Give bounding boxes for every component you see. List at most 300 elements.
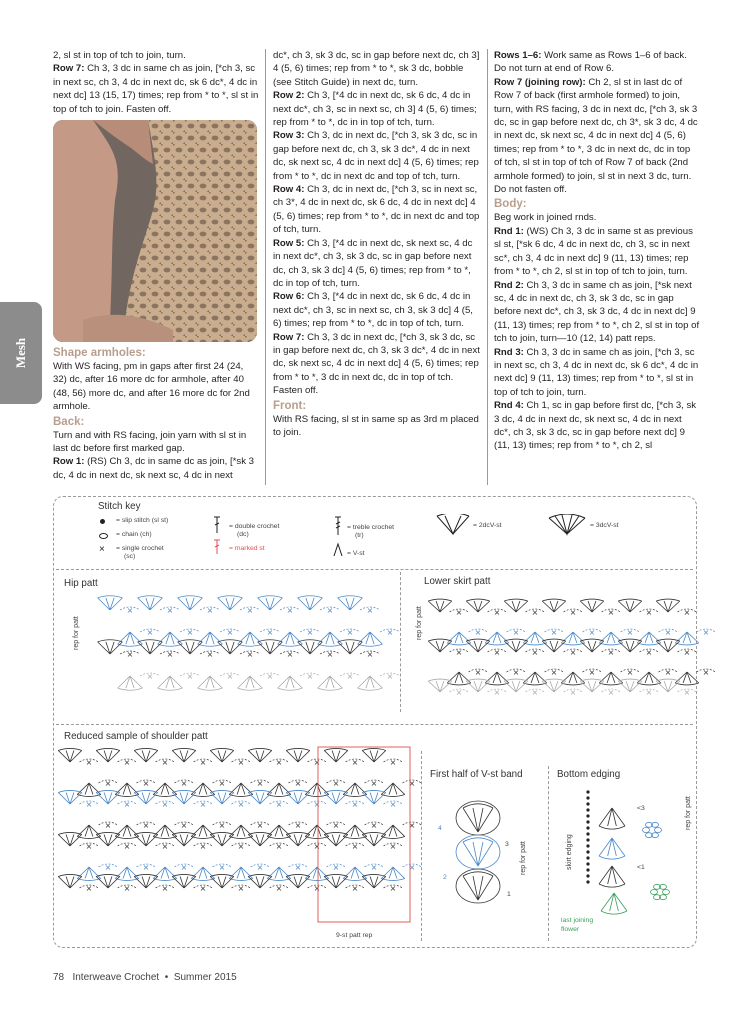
section-heading: Front: [273, 399, 307, 412]
single-crochet-mark: × [218, 863, 226, 872]
slip-stitch-dot [586, 880, 589, 883]
row-label: Rnd 1: [494, 225, 524, 237]
fan-stitch [580, 639, 604, 652]
edging-label: skirt edging [566, 834, 573, 870]
fan-stitch [463, 804, 493, 832]
fan-stitch [248, 748, 272, 762]
single-crochet-mark: × [142, 779, 150, 788]
fan-stitch [178, 596, 203, 610]
single-crochet-mark: × [199, 758, 207, 767]
row-label: Rnd 2: [494, 279, 524, 291]
single-crochet-mark: × [166, 606, 174, 615]
fan-stitch [542, 639, 566, 652]
fan-stitch [362, 790, 386, 804]
row-text: Ch 3, [*4 dc in next dc, sk 6 dc, 4 dc in next dc*, ch 3, sc in next sc, ch 3, sk 3 dc] 4 (5, 6) times; rep from * to *, dc in top of tch, turn. [273, 291, 473, 330]
single-crochet-mark: × [85, 758, 93, 767]
single-crochet-mark: × [645, 688, 653, 697]
single-crochet-mark: × [256, 863, 264, 872]
single-crochet-mark: × [408, 821, 416, 830]
single-crochet-mark: × [408, 779, 416, 788]
row-label: Row 5: [273, 237, 305, 249]
fan-stitch [153, 825, 177, 839]
fan-stitch [447, 632, 471, 645]
fan-stitch [286, 748, 310, 762]
fan-stitch [77, 825, 101, 839]
single-crochet-mark: × [474, 668, 482, 677]
fan-stitch [599, 808, 625, 829]
fan-stitch [580, 599, 604, 612]
fan-stitch [523, 632, 547, 645]
fan-stitch [191, 825, 215, 839]
single-crochet-mark: × [351, 800, 359, 809]
row-text: (WS) Ch 3, 3 dc in same st as previous sl st, [*sk 6 dc, 4 dc in next dc, ch 3, sc in next sc*, ch 3, 4 dc in next dc] 9 (11, 13) times; rep from * to *, ch 2, sl st in top of tch to join, turn. [494, 225, 693, 278]
publication: Interweave Crochet [72, 972, 160, 983]
fan-stitch [98, 640, 123, 654]
slip-stitch-dot [586, 826, 589, 829]
fan-stitch [381, 783, 405, 797]
single-crochet-symbol: × [99, 544, 105, 555]
fan-stitch [504, 599, 528, 612]
fan-stitch [278, 676, 303, 690]
single-crochet-mark: × [166, 650, 174, 659]
fan-stitch [637, 672, 661, 685]
fan-stitch [362, 832, 386, 846]
single-crochet-mark: × [493, 648, 501, 657]
row-number: 2 [443, 874, 447, 881]
fan-stitch [318, 632, 343, 646]
key-label: = 2dcV-st [473, 522, 502, 529]
fan-stitch [210, 790, 234, 804]
fan-stitch [172, 748, 196, 762]
single-crochet-mark: × [326, 606, 334, 615]
single-crochet-mark: × [104, 821, 112, 830]
fan-stitch [428, 639, 452, 652]
fan-stitch [447, 672, 471, 685]
single-crochet-mark: × [161, 842, 169, 851]
fan-stitch [466, 599, 490, 612]
joining-label: flower [561, 926, 580, 933]
flower-petal [651, 890, 658, 895]
fan-stitch [191, 867, 215, 881]
row-number: 4 [438, 825, 442, 832]
fan-stitch [248, 832, 272, 846]
fan-stitch [258, 596, 283, 610]
flower-petal [655, 828, 662, 833]
fan-stitch [267, 783, 291, 797]
key-label: = single crochet [116, 545, 164, 552]
fan-stitch [134, 874, 158, 888]
slip-stitch-dot [586, 862, 589, 865]
row-label: Row 7: [273, 331, 305, 343]
fan-stitch [58, 790, 82, 804]
fan-stitch [118, 676, 143, 690]
single-crochet-mark: × [607, 608, 615, 617]
fan-stitch [428, 599, 452, 612]
single-crochet-mark: × [351, 884, 359, 893]
fan-stitch [172, 790, 196, 804]
row-text: Ch 3, 3 dc in same ch as join, [*ch 3, sc in next sc, ch 3, 4 dc in next dc, sk 6 dc*, 4 dc in next dc] 13 (15, 17) times; rep from * to *, sl st in top of tch to join. Fasten off. [53, 63, 259, 115]
fan-stitch [98, 596, 123, 610]
fan-stitch [115, 783, 139, 797]
fan-stitch [158, 676, 183, 690]
single-crochet-mark: × [332, 863, 340, 872]
single-crochet-mark: × [275, 842, 283, 851]
row-label: Rnd 4: [494, 400, 524, 412]
single-crochet-mark: × [161, 884, 169, 893]
fan-stitch [580, 679, 604, 692]
single-crochet-mark: × [313, 758, 321, 767]
single-crochet-mark: × [313, 842, 321, 851]
single-crochet-mark: × [332, 779, 340, 788]
single-crochet-mark: × [218, 779, 226, 788]
slip-stitch-dot [586, 802, 589, 805]
vst-band-loop [456, 835, 500, 869]
row-label: Rnd 3: [494, 346, 524, 358]
fan-stitch [338, 596, 363, 610]
section-heading: Body: [494, 198, 527, 211]
fan-stitch [286, 790, 310, 804]
fan-stitch [523, 672, 547, 685]
row-number: <3 [637, 805, 645, 812]
row-label: Row 2: [273, 90, 305, 102]
row-text: Ch 3, dc in next dc, [*ch 3, sc in next sc, ch 3*, 4 dc in next dc, sk 6 dc, 4 dc in next dc] 4 (5, 6) times; rep from * to *, dc in next dc and top of tch, turn. [273, 184, 480, 236]
fan-stitch [134, 790, 158, 804]
issue: Summer 2015 [173, 972, 237, 983]
single-crochet-mark: × [683, 608, 691, 617]
fan-stitch [561, 632, 585, 645]
joining-label: last joining [561, 917, 594, 924]
single-crochet-mark: × [366, 650, 374, 659]
fan-stitch [198, 676, 223, 690]
rep-label: rep for patt [685, 796, 692, 830]
fan-stitch [115, 867, 139, 881]
single-crochet-mark: × [104, 779, 112, 788]
fan-stitch [618, 679, 642, 692]
row-label: Rows 1–6: [494, 50, 542, 61]
single-crochet-mark: × [266, 672, 274, 681]
single-crochet-mark: × [569, 608, 577, 617]
single-crochet-mark: × [389, 800, 397, 809]
fan-stitch [637, 632, 661, 645]
paragraph: dc*, ch 3, sk 3 dc, sc in gap before next dc, ch 3] 4 (5, 6) times; rep from * to *, sk 3 dc, bobble (see Stitch Guide) in next dc, turn. [273, 50, 480, 88]
single-crochet-mark: × [326, 650, 334, 659]
single-crochet-mark: × [199, 884, 207, 893]
footer-bullet: • [164, 972, 169, 983]
fan-stitch [96, 790, 120, 804]
single-crochet-mark: × [386, 628, 394, 637]
single-crochet-mark: × [85, 800, 93, 809]
fan-stitch [58, 874, 82, 888]
single-crochet-mark: × [455, 648, 463, 657]
row-number: <1 [637, 864, 645, 871]
vst-band-loop [456, 869, 500, 903]
single-crochet-mark: × [550, 628, 558, 637]
fan-stitch [210, 748, 234, 762]
single-crochet-mark: × [683, 648, 691, 657]
flower-petal [663, 890, 670, 895]
fan-stitch [542, 599, 566, 612]
fan-stitch [58, 748, 82, 762]
single-crochet-mark: × [199, 842, 207, 851]
fan-stitch [229, 867, 253, 881]
single-crochet-mark: × [512, 628, 520, 637]
single-crochet-mark: × [142, 821, 150, 830]
single-crochet-mark: × [366, 606, 374, 615]
section-heading: Shape armholes: [53, 347, 146, 360]
fan-stitch [324, 832, 348, 846]
row-label: Row 7: [53, 63, 85, 75]
fan-stitch [599, 672, 623, 685]
single-crochet-mark: × [85, 842, 93, 851]
slip-stitch-dot [586, 820, 589, 823]
rep-label: rep for patt [73, 616, 80, 650]
row-label: Row 6: [273, 291, 305, 303]
row-text: Ch 3, [*4 dc in next dc, sk 6 dc, 4 dc in next dc*, ch 3, sc in next sc, ch 3] 4 (5, 6) times; rep from * to *, dc in in top of tch, turn. [273, 90, 477, 129]
single-crochet-mark: × [237, 800, 245, 809]
single-crochet-mark: × [199, 800, 207, 809]
fan-stitch [96, 748, 120, 762]
row-text: Ch 1, sc in gap before first dc, [*ch 3, sk 3 dc, 4 dc in next dc, sk next sc, 4 dc in next dc*, ch 3, sk 3 dc, sc in gap before next dc] 9 (11, 13) times; rep from * to *, ch 2, sl [494, 400, 697, 452]
single-crochet-mark: × [266, 628, 274, 637]
single-crochet-mark: × [146, 672, 154, 681]
single-crochet-mark: × [246, 606, 254, 615]
single-crochet-mark: × [294, 779, 302, 788]
slip-stitch-dot [586, 850, 589, 853]
single-crochet-mark: × [645, 648, 653, 657]
row-text: Ch 2, sl st in last dc of Row 7 of back (first armhole formed) to join, turn, with RS facing, 3 dc in next dc, [*ch 3, sk 3 dc, sc in gap before next dc, ch 3*, sk 3 dc, 4 dc in next dc, sk next sc, 4 dc in next dc] 4 (5, 6) times; rep from * to *, 3 dc in next dc, dc in top of tch, sl st in top of tch of Row 7 of back (2nd armhole formed) to join, sl st in next 3 dc, turn. Do not fasten off. [494, 76, 698, 196]
page-footer [53, 972, 237, 983]
fan-stitch [153, 867, 177, 881]
diagram-title-bottom-edging: Bottom edging [557, 769, 621, 780]
fan-stitch [58, 832, 82, 846]
single-crochet-mark: × [294, 863, 302, 872]
fan-stitch [675, 672, 699, 685]
single-crochet-mark: × [237, 758, 245, 767]
fan-stitch [218, 596, 243, 610]
single-crochet-mark: × [550, 668, 558, 677]
slip-stitch-dot [586, 838, 589, 841]
single-crochet-mark: × [493, 608, 501, 617]
fan-stitch [305, 825, 329, 839]
single-crochet-mark: × [275, 758, 283, 767]
single-crochet-mark: × [626, 668, 634, 677]
single-crochet-mark: × [607, 648, 615, 657]
fan-stitch [96, 832, 120, 846]
key-label: = slip stitch (sl st) [116, 517, 169, 524]
diagram-title-lower-skirt: Lower skirt patt [424, 576, 491, 587]
row-text: Work same as Rows 1–6 of back. Do not turn at end of Row 6. [494, 50, 687, 75]
single-crochet-mark: × [104, 863, 112, 872]
fan-stitch [599, 866, 625, 887]
row-text: (RS) Ch 3, dc in same dc as join, [*sk 3 dc, 4 dc in next dc, sk next sc, 4 dc in next [53, 456, 255, 481]
fan-stitch [96, 874, 120, 888]
single-crochet-mark: × [142, 863, 150, 872]
single-crochet-mark: × [702, 668, 710, 677]
fan-stitch [138, 596, 163, 610]
diagram-title-hip: Hip patt [64, 578, 98, 589]
vst-band-loop [456, 801, 500, 835]
fan-stitch [599, 632, 623, 645]
diagram-title-shoulder: Reduced sample of shoulder patt [64, 731, 208, 742]
single-crochet-mark: × [512, 668, 520, 677]
single-crochet-mark: × [180, 821, 188, 830]
fan-stitch [286, 874, 310, 888]
page-number: 78 [53, 972, 65, 983]
slip-stitch-dot [586, 790, 589, 793]
single-crochet-mark: × [237, 884, 245, 893]
fan-stitch [381, 867, 405, 881]
fan-stitch [118, 632, 143, 646]
single-crochet-mark: × [370, 821, 378, 830]
single-crochet-mark: × [246, 650, 254, 659]
row-label: Row 1: [53, 456, 85, 468]
fan-stitch [278, 632, 303, 646]
single-crochet-mark: × [226, 628, 234, 637]
row-label: Row 3: [273, 130, 305, 142]
fan-stitch [172, 874, 196, 888]
slip-stitch-dot [586, 856, 589, 859]
fan-stitch [343, 867, 367, 881]
single-crochet-mark: × [626, 628, 634, 637]
single-crochet-mark: × [180, 863, 188, 872]
single-crochet-mark: × [531, 688, 539, 697]
single-crochet-mark: × [256, 821, 264, 830]
single-crochet-mark: × [123, 842, 131, 851]
paragraph: Turn and with RS facing, join yarn with sl st in last dc before first marked gap. [53, 429, 247, 455]
single-crochet-mark: × [161, 800, 169, 809]
single-crochet-mark: × [186, 628, 194, 637]
key-label: = double crochet [229, 523, 280, 530]
row-number: 3 [505, 841, 509, 848]
single-crochet-mark: × [346, 628, 354, 637]
fan-stitch [267, 825, 291, 839]
single-crochet-mark: × [569, 688, 577, 697]
single-crochet-mark: × [370, 779, 378, 788]
fan-stitch [77, 783, 101, 797]
fan-stitch [248, 874, 272, 888]
single-crochet-mark: × [389, 758, 397, 767]
fan-stitch [428, 679, 452, 692]
fan-stitch [298, 640, 323, 654]
fan-stitch [134, 832, 158, 846]
fan-stitch [305, 783, 329, 797]
fan-stitch [158, 632, 183, 646]
single-crochet-mark: × [275, 800, 283, 809]
paragraph: Beg work in joined rnds. [494, 212, 597, 224]
fan-stitch [343, 783, 367, 797]
single-crochet-mark: × [569, 648, 577, 657]
fan-stitch [542, 679, 566, 692]
row-text: Ch 3, 3 dc in same ch as join, [*ch 3, sc in next sc, ch 3, 4 dc in next dc, sk 6 dc*, 4 dc in next dc] 9 (11, 13) times; rep from * to *, sl st in top of tch to join, turn. [494, 346, 699, 398]
single-crochet-mark: × [370, 863, 378, 872]
single-crochet-mark: × [389, 884, 397, 893]
single-crochet-mark: × [455, 608, 463, 617]
row-label: Row 4: [273, 184, 305, 196]
fan-stitch [198, 632, 223, 646]
key-label: = 3dcV-st [590, 522, 619, 529]
row-text: Ch 3, 3 dc in next dc, [*ch 3, sk 3 dc, sc in gap before next dc, ch 3, sk 3 dc*, 4 dc in next dc, sk next sc, 4 dc in next dc] 4 (5, 6) times; rep from * to *, 3 dc in next dc, dc in top of tch. Fasten off. [273, 331, 480, 397]
fan-stitch [362, 748, 386, 762]
fan-stitch [466, 639, 490, 652]
single-crochet-mark: × [645, 608, 653, 617]
fan-stitch [258, 640, 283, 654]
fan-stitch [138, 640, 163, 654]
single-crochet-mark: × [455, 688, 463, 697]
single-crochet-mark: × [237, 842, 245, 851]
rep-label: rep for patt [520, 841, 527, 875]
paragraph: With WS facing, pm in gaps after first 24 (24, 32) dc, after 16 more dc for armhole, after 40 (48, 56) more dc, and after 16 more dc for 2nd armhole. [53, 361, 250, 413]
fan-stitch [656, 679, 680, 692]
fan-stitch [229, 825, 253, 839]
fan-stitch [178, 640, 203, 654]
single-crochet-mark: × [332, 821, 340, 830]
fan-stitch [305, 867, 329, 881]
fan-stitch [656, 639, 680, 652]
key-label: (sc) [124, 553, 136, 560]
single-crochet-mark: × [286, 650, 294, 659]
fan-stitch [77, 867, 101, 881]
fan-stitch [338, 640, 363, 654]
row-text: Ch 3, dc in next dc, [*ch 3, sk 3 dc, sc in gap before next dc, ch 3, sk 3 dc*, 4 dc in next dc, sk next sc, 4 dc in next dc] 4 (5, 6) times; rep from * to *, dc in next dc and top of tch, turn. [273, 130, 479, 182]
single-crochet-mark: × [346, 672, 354, 681]
fan-stitch [381, 825, 405, 839]
slip-stitch-dot [586, 814, 589, 817]
single-crochet-mark: × [186, 672, 194, 681]
single-crochet-mark: × [607, 688, 615, 697]
row-text: Ch 3, 3 dc in same ch as join, [*sk next sc, 4 dc in next dc, ch 3, sk 3 dc, sc in gap before next dc*, ch 3, sk 3 dc, 4 dc in next dc] 9 (11, 13) times; rep from * to *, ch 2, sl st in top of tch to join, turn—10 (12, 14) patt reps. [494, 279, 700, 345]
single-crochet-mark: × [161, 758, 169, 767]
single-crochet-mark: × [286, 606, 294, 615]
slip-stitch-dot [586, 796, 589, 799]
key-label: (dc) [237, 531, 249, 538]
single-crochet-mark: × [386, 672, 394, 681]
single-crochet-mark: × [206, 606, 214, 615]
fan-stitch [324, 748, 348, 762]
row-text: Ch 3, [*4 dc in next dc, sk next sc, 4 dc in next dc*, ch 3, sk 3 dc, sc in gap before next dc, ch 3, sk 3 dc] 4 (5, 6) times; rep from * to *, dc in top of tch, turn. [273, 237, 473, 289]
single-crochet-mark: × [146, 628, 154, 637]
single-crochet-mark: × [313, 800, 321, 809]
fan-stitch [358, 676, 383, 690]
single-crochet-mark: × [85, 884, 93, 893]
single-crochet-mark: × [123, 758, 131, 767]
single-crochet-mark: × [474, 628, 482, 637]
fan-stitch [599, 838, 625, 859]
fan-stitch [485, 672, 509, 685]
single-crochet-mark: × [256, 779, 264, 788]
fan-stitch [601, 893, 627, 914]
paragraph: With RS facing, sl st in same sp as 3rd m placed to join. [273, 413, 479, 438]
key-label: = marked st [229, 545, 265, 552]
single-crochet-mark: × [389, 842, 397, 851]
fan-stitch [618, 639, 642, 652]
fan-stitch [324, 790, 348, 804]
fan-stitch [504, 639, 528, 652]
fan-stitch [191, 783, 215, 797]
single-crochet-mark: × [226, 672, 234, 681]
fan-stitch [172, 832, 196, 846]
fan-stitch [238, 676, 263, 690]
single-crochet-mark: × [206, 650, 214, 659]
single-crochet-mark: × [123, 884, 131, 893]
flower-petal [643, 828, 650, 833]
fan-stitch [362, 874, 386, 888]
fan-stitch [343, 825, 367, 839]
fan-stitch [210, 832, 234, 846]
single-crochet-mark: × [123, 800, 131, 809]
single-crochet-mark: × [588, 628, 596, 637]
single-crochet-mark: × [313, 884, 321, 893]
fan-stitch [134, 748, 158, 762]
